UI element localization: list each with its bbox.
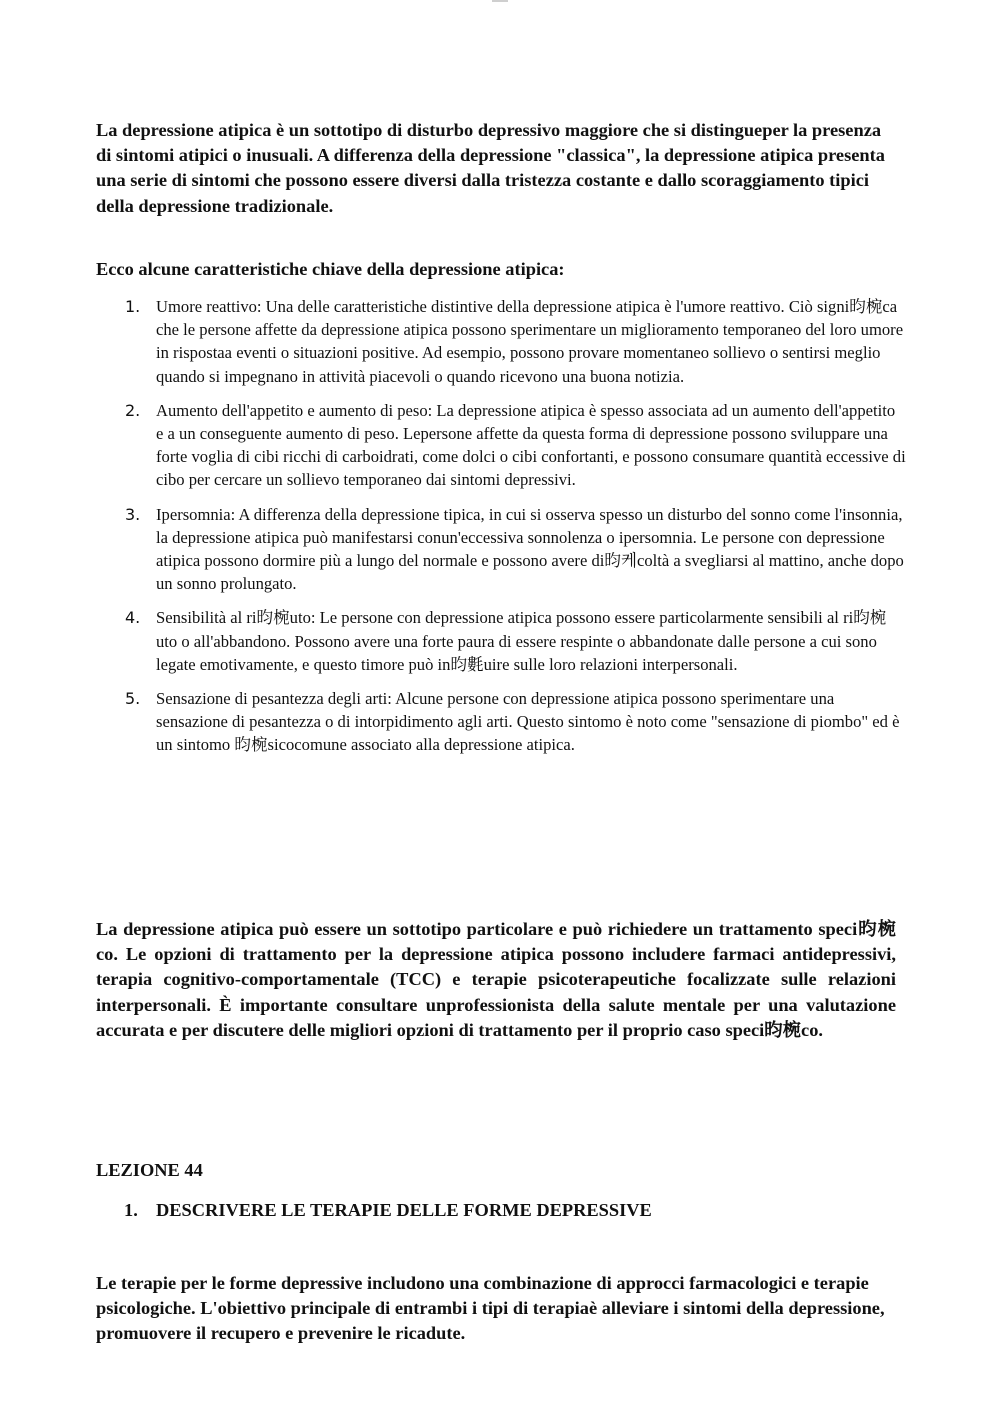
treatment-paragraph: La depressione atipica può essere un sottotipo particolare e può richiedere un trattamento speci昀椀co. Le opzioni di trattamento per la depressione atipica possono includere farmaci antidepressivi, terapia cognitivo-comportamentale (TCC) e terapie psicoterapeutiche focalizzate sulle relazioni interpersonali. È importante consultare unprofessionista della salute mentale per una valutazione accurata e per discutere delle migliori opzioni di trattamento per il proprio caso speci昀椀co. [96, 919, 896, 1040]
lesson-item-title: DESCRIVERE LE TERAPIE DELLE FORME DEPRESSIVE [156, 1200, 652, 1220]
characteristics-list [96, 295, 906, 768]
list-item [96, 503, 906, 596]
list-item-number: 2. [125, 400, 141, 420]
list-item-number: 4. [125, 608, 141, 628]
list-item-number: 5. [125, 689, 141, 709]
list-item [96, 606, 906, 676]
list-item-text: Ipersomnia: A differenza della depressione tipica, in cui si osserva spesso un disturbo del sonno come l'insonnia, la depressione atipica può manifestarsi conun'eccessiva sonnolenza o ipersomnia. Le persone con depressione atipica possono dormire più a lungo del normale e possono avere di昀케coltà a svegliarsi al mattino, anche dopo un sonno prolungato. [156, 504, 904, 594]
lesson-item [124, 1198, 652, 1222]
list-item [96, 399, 906, 492]
page-header-mark [492, 0, 508, 2]
intro-paragraph: La depressione atipica è un sottotipo di disturbo depressivo maggiore che si distingueper la presenza di sintomi atipici o inusuali. A differenza della depressione "classica", la depressione atipica presenta una serie di sintomi che possono essere diversi dalla tristezza costante e dallo scoraggiamento tipici della depressione tradizionale. [96, 120, 885, 216]
lesson-heading: LEZIONE 44 [96, 1160, 203, 1180]
list-item-number: 1. [125, 297, 141, 316]
list-item-text: Umore reattivo: Una delle caratteristiche distintive della depressione atipica è l'umore reattivo. Ciò signi昀椀ca che le persone affette da depressione atipica possono sperimentare un miglioramento temporaneo del loro umore in rispostaa eventi o situazioni positive. Ad esempio, possono provare momentaneo sollievo o sentirsi meglio quando si impegnano in attività piacevoli o quando ricevono una buona notizia. [156, 297, 904, 386]
list-item-text: Aumento dell'appetito e aumento di peso: La depressione atipica è spesso associata ad un aumento dell'appetito e a un conseguente aumento di peso. Lepersone affette da questa forma di depressione possono sviluppare una forte voglia di cibi ricchi di carboidrati, come dolci o cibi confortanti, e possono consumare quantità eccessive di cibo per cercare un sollievo temporaneo dai sintomi depressivi. [156, 400, 906, 490]
list-item-text: Sensibilità al ri昀椀uto: Le persone con depressione atipica possono essere particolarmente sensibili al ri昀椀uto o all'abbandono. Possono avere una forte paura di essere respinte o abbandonate dalle persone a cui sono legate emotivamente, e questo timore può in昀氀uire sulle loro relazioni interpersonali. [156, 608, 887, 674]
list-item-number: 3. [125, 504, 141, 524]
list-item-text: Sensazione di pesantezza degli arti: Alcune persone con depressione atipica possono sperimentare una sensazione di pesantezza o di intorpidimento agli arti. Questo sintomo è noto come "sensazione di piombo" ed è un sintomo 昀椀sicocomune associato alla depressione atipica. [156, 689, 900, 755]
lesson-item-number: 1. [124, 1200, 138, 1220]
list-item [96, 295, 906, 388]
list-intro: Ecco alcune caratteristiche chiave della depressione atipica: [96, 259, 565, 279]
therapy-paragraph: Le terapie per le forme depressive includono una combinazione di approcci farmacologici e terapie psicologiche. L'obiettivo principale di entrambi i tipi di terapiaè alleviare i sintomi della depressione, promuovere il recupero e prevenire le ricadute. [96, 1273, 885, 1344]
list-item [96, 687, 906, 757]
